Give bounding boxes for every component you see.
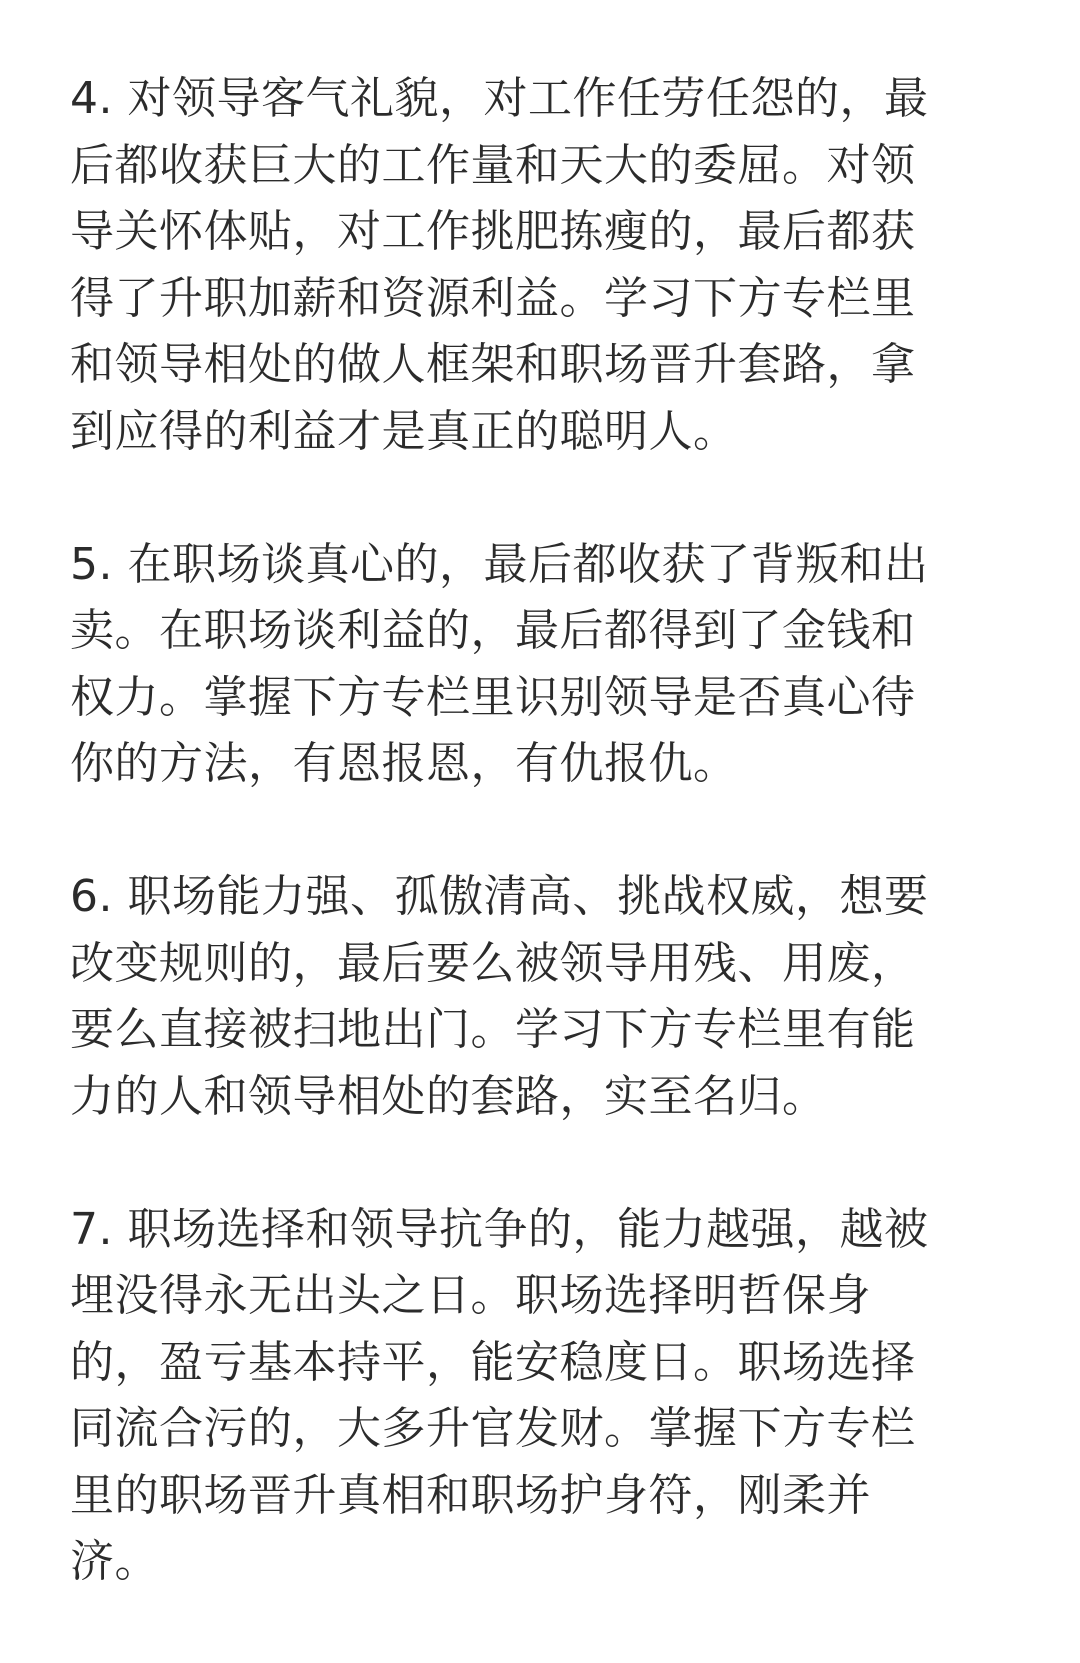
- paragraph-6: [70, 864, 1010, 1130]
- text-line: 里的职场晋升真相和职场护身符，刚柔并: [70, 1469, 871, 1521]
- text-line: 和领导相处的做人框架和职场晋升套路，拿: [70, 339, 916, 390]
- text-line: 4. 对领导客气礼貌，对工作任劳任怨的，最: [70, 73, 929, 124]
- text-line: 你的方法，有恩报恩，有仇报仇。: [70, 738, 738, 789]
- text-line: 要么直接被扫地出门。学习下方专栏里有能: [70, 1004, 916, 1055]
- text-line: 卖。在职场谈利益的，最后都得到了金钱和: [70, 605, 916, 656]
- text-line: 力的人和领导相处的套路，实至名归。: [70, 1070, 827, 1122]
- paragraph-5: [70, 532, 1010, 798]
- text-line: 济。: [70, 1536, 159, 1587]
- text-line: 得了升职加薪和资源利益。学习下方专栏里: [70, 272, 916, 324]
- text-line: 的，盈亏基本持平，能安稳度日。职场选择: [70, 1336, 916, 1388]
- text-line: 导关怀体贴，对工作挑肥拣瘦的，最后都获: [70, 206, 916, 257]
- article-body: [70, 66, 1010, 1596]
- paragraph-7: [70, 1197, 1010, 1596]
- text-line: 埋没得永无出头之日。职场选择明哲保身: [70, 1270, 871, 1321]
- text-line: 到应得的利益才是真正的聪明人。: [70, 405, 738, 457]
- text-line: 后都收获巨大的工作量和天大的委屈。对领: [70, 139, 916, 191]
- text-line: 改变规则的，最后要么被领导用残、用废，: [70, 937, 916, 989]
- text-line: 5. 在职场谈真心的，最后都收获了背叛和出: [70, 538, 929, 590]
- text-line: 7. 职场选择和领导抗争的，能力越强，越被: [70, 1203, 929, 1255]
- paragraph-4: [70, 66, 1010, 465]
- text-line: 6. 职场能力强、孤傲清高、挑战权威，想要: [70, 871, 929, 922]
- text-line: 权力。掌握下方专栏里识别领导是否真心待: [70, 671, 916, 723]
- text-line: 同流合污的，大多升官发财。掌握下方专栏: [70, 1403, 916, 1454]
